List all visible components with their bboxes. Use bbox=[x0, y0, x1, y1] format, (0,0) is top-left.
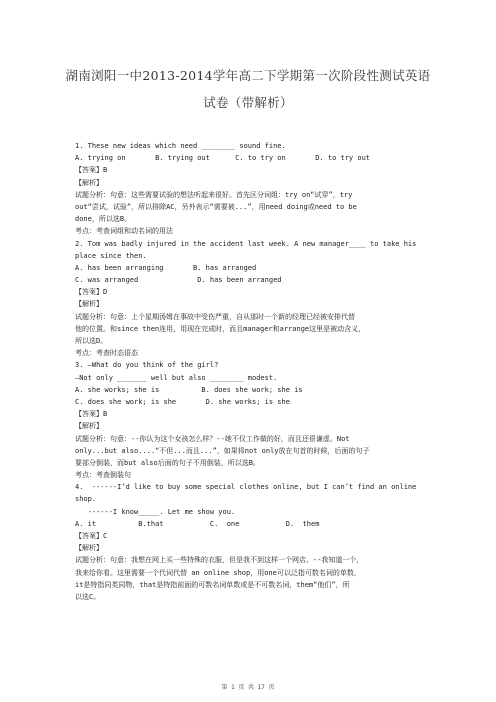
text-line: 【答案】B bbox=[75, 166, 108, 175]
text-line: A. it B.that C. one D. them bbox=[75, 519, 320, 528]
text-line: A. trying on B. trying out C. to try on D. to try out bbox=[75, 154, 371, 163]
text-line: 【解析】 bbox=[75, 422, 103, 431]
text-line: place since then. bbox=[75, 251, 147, 260]
text-line: it是特指同类同物，that是特指前面的可数名词单数或是不可数名词，them“他们”，所 bbox=[75, 580, 350, 589]
text-line: 【答案】C bbox=[75, 532, 108, 540]
text-line: 试题分析：句意：上个星期汤姆在事故中受伤严重，自从那时一个新的经理已经被安排代替 bbox=[75, 312, 355, 321]
text-line: 我来给你看。这里需要一个代词代替 an online shop，用one可以泛指可数名词的单数， bbox=[75, 568, 361, 577]
document-title-line-1: 湖南浏阳一中2013-2014学年高二下学期第一次阶段性测试英语 bbox=[65, 68, 431, 83]
text-line: 3. —What do you think of the girl? bbox=[75, 361, 219, 370]
text-line: 4. ------I’d like to buy some special clothes online, but I can’t find an online bbox=[75, 483, 417, 492]
page-footer: 第 1 页 共 17 页 bbox=[221, 684, 275, 691]
text-line: 他的位置。和since then连用，用现在完成时，而且manager和arrange这里是被动含义， bbox=[75, 324, 366, 333]
text-line: 【解析】 bbox=[75, 544, 103, 553]
text-line: 要部分倒装，而but also后面的句子不用倒装，所以选B。 bbox=[75, 458, 260, 467]
text-line: ------I know_____. Let me show you. bbox=[75, 507, 236, 516]
text-line: 【答案】D bbox=[75, 288, 108, 297]
text-line: 试题分析：句意：我想在网上买一些特殊的衣服，但是我不到这样一个网店。--我知道一个， bbox=[75, 556, 364, 565]
text-line: 考点：考查时态语态 bbox=[75, 349, 138, 358]
text-line: 试题分析：句意：这些需要试验的想法听起来很好。首先区分词组：try on“试穿”，try bbox=[75, 190, 353, 199]
text-line: 1. These new ideas which need ________ sound fine. bbox=[75, 142, 286, 150]
text-line: 2. Tom was badly injured in the accident last week. A new manager____ to take his bbox=[75, 239, 417, 248]
text-line: —Not only _______ well but also ________ modest. bbox=[75, 373, 278, 382]
text-line: out“尝试，试验”，所以排除AC，另外表示“需要被...”，用need doing或need to be bbox=[75, 202, 357, 211]
text-line: done，所以选B。 bbox=[75, 215, 132, 224]
text-line: 【解析】 bbox=[75, 300, 103, 309]
text-line: C. does she work; is she D. she works; is she bbox=[75, 397, 290, 406]
text-line: 所以选D。 bbox=[75, 337, 108, 345]
text-line: only...but also....“不但...而且...”，如果将not only放在句首的时候，后面的句子 bbox=[75, 446, 370, 455]
text-line: 试题分析：句意：--你认为这个女孩怎么样？--她不仅工作做的好，而且还很谦虚。Not bbox=[75, 434, 350, 443]
text-line: C. was arranged D. has been arranged bbox=[75, 276, 282, 285]
document-body bbox=[75, 140, 425, 603]
text-line: 考点：考查词组和动名词的用法 bbox=[75, 227, 173, 236]
text-line: A. has been arranging B. has arranged bbox=[75, 263, 257, 272]
text-line: 【解析】 bbox=[75, 178, 103, 187]
document-title-line-2: 试卷（带解析） bbox=[203, 95, 293, 110]
text-line: 【答案】B bbox=[75, 410, 108, 419]
text-line: A. she works; she is B. does she work; she is bbox=[75, 385, 303, 394]
text-line: shop. bbox=[75, 495, 97, 504]
text-line: 以选C。 bbox=[75, 592, 101, 601]
text-line: 考点：考查倒装句 bbox=[75, 471, 131, 480]
